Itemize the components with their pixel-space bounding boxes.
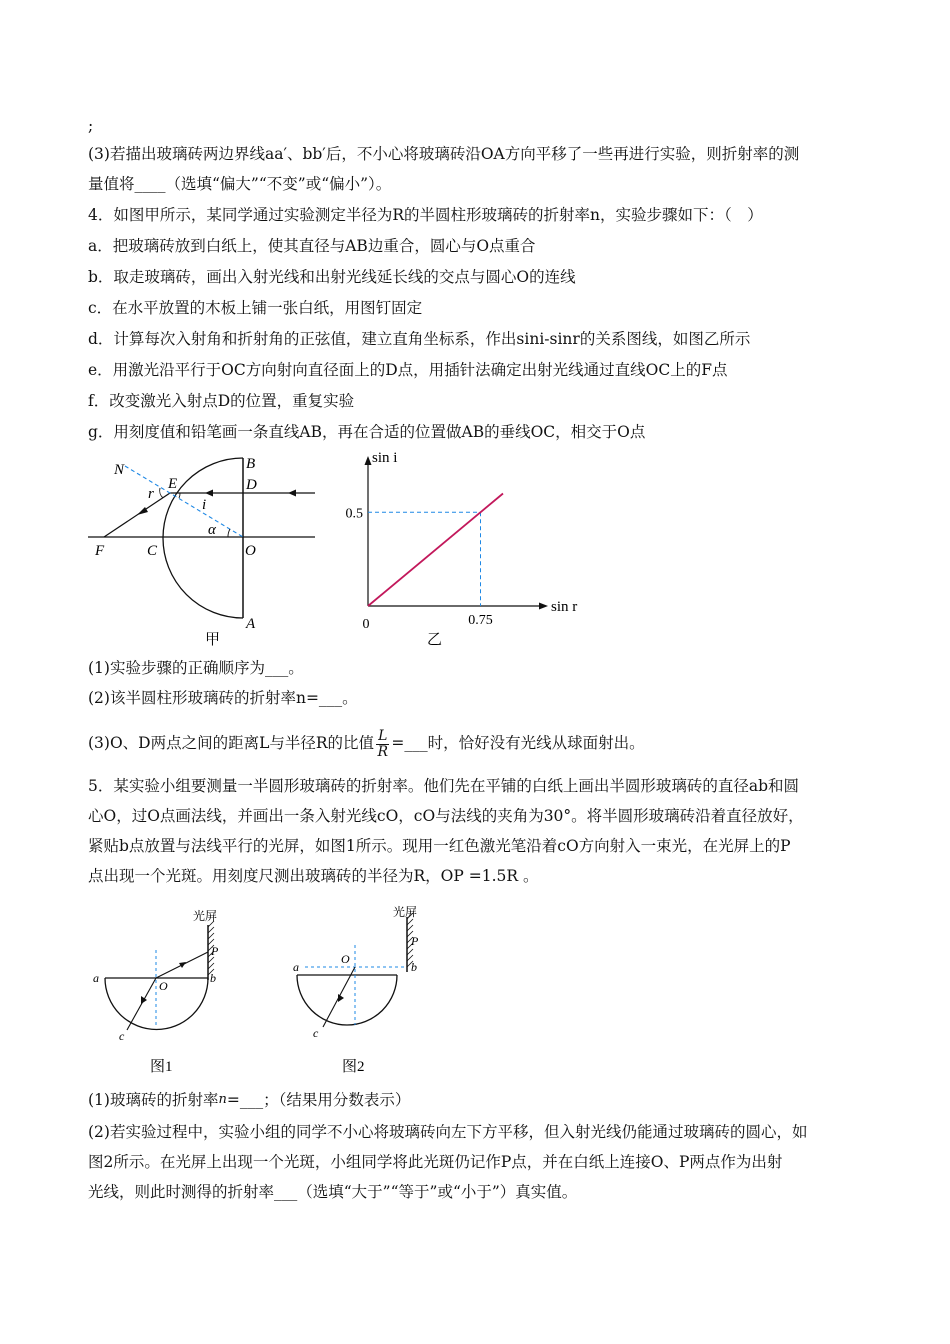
label-D: D <box>246 477 257 493</box>
label-i: i <box>202 497 207 513</box>
text-line: (3)若描出玻璃砖两边界线aa′、bb′后，不小心将玻璃砖沿OA方向平移了一些再进行实验，则折射率的测 <box>88 145 800 163</box>
label-b: b <box>210 971 216 985</box>
question-5-part-2: (2)若实验过程中，实验小组的同学不小心将玻璃砖向左下方平移，但入射光线仍能通过玻璃砖的圆心，如 <box>88 1123 808 1141</box>
text-line: 光线，则此时测得的折射率___（选填“大于”“等于”或“小于”）真实值。 <box>88 1183 578 1201</box>
part-3-after: =___时，恰好没有光线从球面射出。 <box>391 734 645 752</box>
figure-jia <box>80 448 330 648</box>
figure-caption-1: 图1 <box>150 1059 173 1075</box>
label-r: r <box>148 486 154 502</box>
step-a: a．把玻璃砖放到白纸上，使其直径与AB边重合，圆心与O点重合 <box>88 237 536 255</box>
question-4-stem: 4．如图甲所示，某同学通过实验测定半径为R的半圆柱形玻璃砖的折射率n，实验步骤如下：（ ） <box>88 206 763 224</box>
label-C: C <box>147 543 158 559</box>
label-P: P <box>211 944 219 958</box>
x-axis-label: sin r <box>551 599 578 615</box>
figure-caption-jia: 甲 <box>205 632 221 648</box>
label-c: c <box>313 1026 319 1040</box>
text-line: 图2所示。在光屏上出现一个光斑，小组同学将此光斑仍记作P点，并在白纸上连接O、P两点作为出射 <box>88 1153 783 1171</box>
y-tick-label: 0.5 <box>345 506 363 522</box>
step-g: g．用刻度值和铅笔画一条直线AB，再在合适的位置做AB的垂线OC，相交于O点 <box>88 423 646 441</box>
question-5-part-1 <box>88 1090 410 1110</box>
label-A: A <box>246 616 256 632</box>
label-b: b <box>411 960 417 974</box>
step-f: f．改变激光入射点D的位置，重复实验 <box>88 392 355 410</box>
sini-sinr-line <box>368 494 503 607</box>
label-alpha: α <box>208 522 216 538</box>
label-a: a <box>293 960 299 974</box>
y-axis-label: sin i <box>372 450 398 466</box>
part-1-after: =___；（结果用分数表示） <box>226 1091 411 1109</box>
text-line: 点出现一个光斑。用刻度尺测出玻璃砖的半径为R，OP =1.5R 。 <box>88 867 539 885</box>
label-E: E <box>168 476 178 492</box>
question-4-part-3 <box>88 728 645 760</box>
step-d: d．计算每次入射角和折射角的正弦值，建立直角坐标系，作出sini-sinr的关系图线，如图乙所示 <box>88 330 751 348</box>
step-e: e．用激光沿平行于OC方向射向直径面上的D点，用插针法确定出射光线通过直线OC上的F点 <box>88 361 728 379</box>
question-4-part-2: (2)该半圆柱形玻璃砖的折射率n=___。 <box>88 689 358 707</box>
label-F: F <box>95 543 105 559</box>
fraction-denominator: R <box>377 743 388 760</box>
label-c: c <box>119 1029 125 1043</box>
question-4-part-1: (1)实验步骤的正确顺序为___。 <box>88 659 304 677</box>
screen-label: 光屏 <box>193 909 218 923</box>
part-1-before: (1)玻璃砖的折射率 <box>88 1091 219 1109</box>
label-O: O <box>159 979 168 993</box>
text-line: 量值将____（选填“偏大”“不变”或“偏小”）。 <box>88 175 392 193</box>
label-N: N <box>114 462 125 478</box>
screen-label: 光屏 <box>393 905 418 919</box>
y-axis-arrow <box>365 456 372 465</box>
text-line: 心O，过O点画法线，并画出一条入射光线cO，cO与法线的夹角为30°。将半圆形玻璃砖沿着直径放好， <box>88 807 804 825</box>
text-line: ; <box>88 117 94 135</box>
figure-2 <box>285 905 435 1080</box>
label-P: P <box>411 934 419 948</box>
part-3-before: (3)O、D两点之间的距离L与半径R的比值 <box>88 734 375 752</box>
question-5-stem: 5．某实验小组要测量一半圆形玻璃砖的折射率。他们先在平铺的白纸上画出半圆形玻璃砖的直径ab和圆 <box>88 777 800 795</box>
figure-caption-2: 图2 <box>342 1059 365 1075</box>
step-b: b．取走玻璃砖，画出入射光线和出射光线延长线的交点与圆心O的连线 <box>88 268 576 286</box>
figure-yi-chart <box>335 448 585 648</box>
figure-caption-yi: 乙 <box>427 632 443 648</box>
symbol-n: n <box>218 1092 227 1107</box>
origin-label: 0 <box>362 617 370 632</box>
label-O: O <box>341 952 350 966</box>
fraction-L-over-R <box>376 729 389 760</box>
text-line: 紧贴b点放置与法线平行的光屏，如图1所示。现用一红色激光笔沿着cO方向射入一束光，在光屏上的P <box>88 837 791 855</box>
x-axis-arrow <box>539 603 548 610</box>
fraction-numerator: L <box>378 727 388 744</box>
label-B: B <box>246 456 256 472</box>
label-a: a <box>93 971 99 985</box>
x-tick-label: 0.75 <box>468 613 493 628</box>
figure-1 <box>85 905 235 1080</box>
label-O: O <box>245 543 256 559</box>
step-c: c．在水平放置的木板上铺一张白纸，用图钉固定 <box>88 299 423 317</box>
